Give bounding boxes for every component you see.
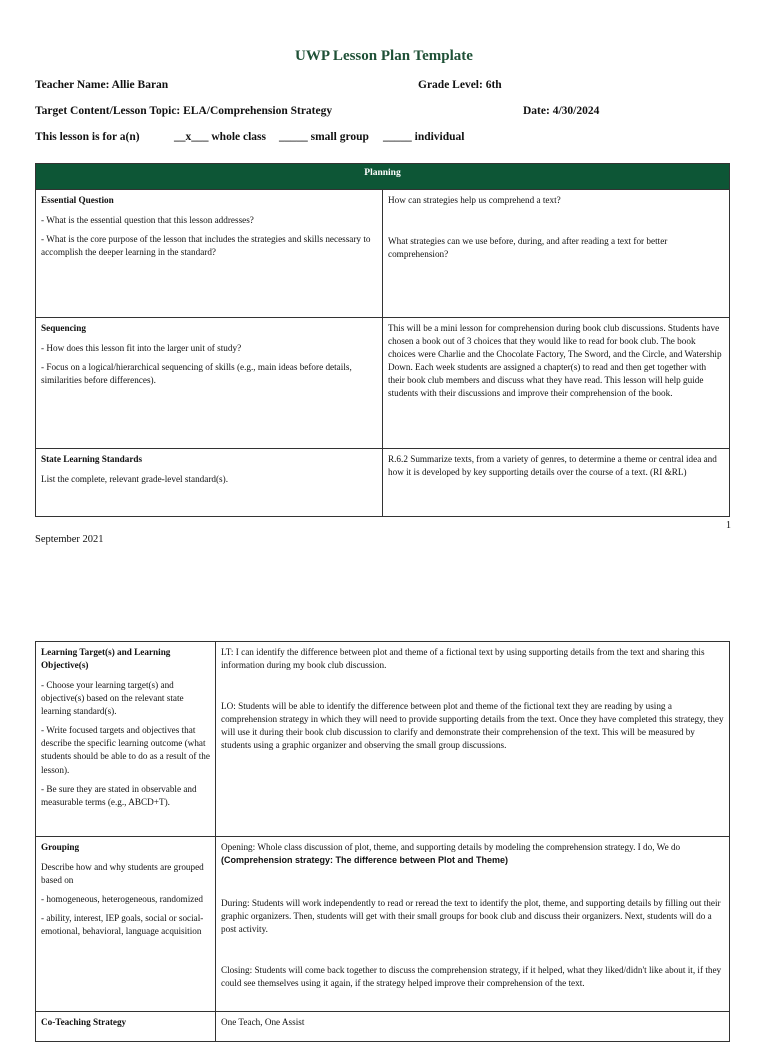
learning-target-text: LT: I can identify the difference between plot and theme of a fictional text by using supporting details from the text and sharing this information during my book club discussion. xyxy=(221,647,705,671)
row-note: - Be sure they are stated in observable and measurable terms (e.g., ABCD+T). xyxy=(41,783,197,807)
co-teaching-heading: Co-Teaching Strategy xyxy=(41,1017,127,1027)
lesson-for-small-group: _____ small group xyxy=(279,131,369,143)
row-content-cell xyxy=(383,318,730,449)
row-note: - What is the core purpose of the lesson that includes the strategies and skills necessary to accomplish the deeper learning in the standard? xyxy=(41,234,371,258)
row-content-cell xyxy=(383,449,730,517)
table-row xyxy=(36,837,730,1012)
planning-table xyxy=(35,163,730,517)
lesson-date: Date: 4/30/2024 xyxy=(523,105,600,117)
sequencing-heading: Sequencing xyxy=(41,323,86,333)
row-label-cell xyxy=(36,449,383,517)
table-row xyxy=(36,642,730,837)
grouping-heading: Grouping xyxy=(41,842,80,852)
teacher-name: Teacher Name: Allie Baran xyxy=(35,79,169,91)
opening-text: Opening: Whole class discussion of plot, theme, and supporting details by modeling the comprehension strategy. I do, We do xyxy=(221,842,681,852)
grouping-opening xyxy=(221,841,724,867)
lesson-for-whole-class: __x___ whole class xyxy=(174,131,266,143)
row-note: Describe how and why students are grouped based on xyxy=(41,862,204,886)
lesson-for-label: This lesson is for a(n) xyxy=(35,131,140,143)
row-label-cell xyxy=(36,642,216,837)
row-content-cell xyxy=(216,642,730,837)
row-content-cell xyxy=(216,1012,730,1042)
co-teaching-text: One Teach, One Assist xyxy=(221,1017,305,1027)
row-content: What strategies can we use before, during, and after reading a text for better comprehension? xyxy=(388,236,668,260)
row-note: - Write focused targets and objectives that describe the specific learning outcome (what students should be able to do as a result of the lesson). xyxy=(41,725,210,775)
essential-question-heading: Essential Question xyxy=(41,195,114,205)
table-row xyxy=(36,449,730,517)
standards-heading: State Learning Standards xyxy=(41,454,143,464)
row-note: - Choose your learning target(s) and objective(s) based on the relevant state learning standard(s). xyxy=(41,680,184,717)
row-content-cell xyxy=(383,190,730,318)
page-title: UWP Lesson Plan Template xyxy=(295,48,473,64)
learning-target-heading: Learning Target(s) and Learning Objective(s) xyxy=(41,647,171,671)
table-row xyxy=(36,190,730,318)
lesson-topic: Target Content/Lesson Topic: ELA/Comprehension Strategy xyxy=(35,105,333,117)
row-label-cell xyxy=(36,837,216,1012)
row-note: - homogeneous, heterogeneous, randomized xyxy=(41,894,204,905)
learning-objective-text: LO: Students will be able to identify the difference between plot and theme of the fictional text they are reading by using a comprehension strategy in which they will need to provide supporting details from the text. Once they have completed this strategy, they will use it during their book club discussion to clarify and demonstrate their comprehension of the text. This will be measured by students using a graphic organizer and observing the small group discussions. xyxy=(221,701,724,751)
row-note: - How does this lesson fit into the larger unit of study? xyxy=(41,343,242,354)
grade-level: Grade Level: 6th xyxy=(418,79,502,91)
planning-header: Planning xyxy=(36,164,730,190)
row-note: - ability, interest, IEP goals, social or social-emotional, behavioral, language acquisition xyxy=(41,913,204,937)
row-label-cell xyxy=(36,1012,216,1042)
row-content-cell xyxy=(216,837,730,1012)
row-content: This will be a mini lesson for comprehension during book club discussions. Students have chosen a book out of 3 choices that they would like to read for book club. The book choices were Charlie and the Chocolate Factory, The Sword, and the Circle, and Watership Down. Each week students are assigned a chapter(s) to read and then get together with their book club members and discuss what they have read. This lesson will help guide students with their discussions and improve their comprehension of the book. xyxy=(388,323,722,399)
grouping-during: During: Students will work independently to read or reread the text to identify the plot, theme, and supporting details by filling out their graphic organizers. Then, students will get with their small groups for book club and discuss their organizers. Next, students will do a post activity. xyxy=(221,898,721,935)
row-content: How can strategies help us comprehend a text? xyxy=(388,195,561,205)
lesson-for-individual: _____ individual xyxy=(383,131,465,143)
row-note: List the complete, relevant grade-level standard(s). xyxy=(41,474,228,485)
row-note: - Focus on a logical/hierarchical sequencing of skills (e.g., main ideas before details, similarities before differences). xyxy=(41,362,352,386)
row-note: - What is the essential question that this lesson addresses? xyxy=(41,215,254,226)
grouping-closing: Closing: Students will come back together to discuss the comprehension strategy, if it helped, what they liked/didn't like about it, if they could see themselves using it again, if the strategy helped improve their comprehension of the text. xyxy=(221,965,722,989)
planning-table-continued xyxy=(35,641,730,1042)
table-row xyxy=(36,318,730,449)
row-label-cell xyxy=(36,190,383,318)
opening-strategy-bold: (Comprehension strategy: The difference between Plot and Theme) xyxy=(221,855,509,866)
page-number: 1 xyxy=(726,520,731,531)
table-row xyxy=(36,1012,730,1042)
row-label-cell xyxy=(36,318,383,449)
row-content: R.6.2 Summarize texts, from a variety of genres, to determine a theme or central idea and how it is developed by key supporting details over the course of a text. (RI &RL) xyxy=(388,454,717,478)
page-footer: September 2021 xyxy=(35,534,104,545)
